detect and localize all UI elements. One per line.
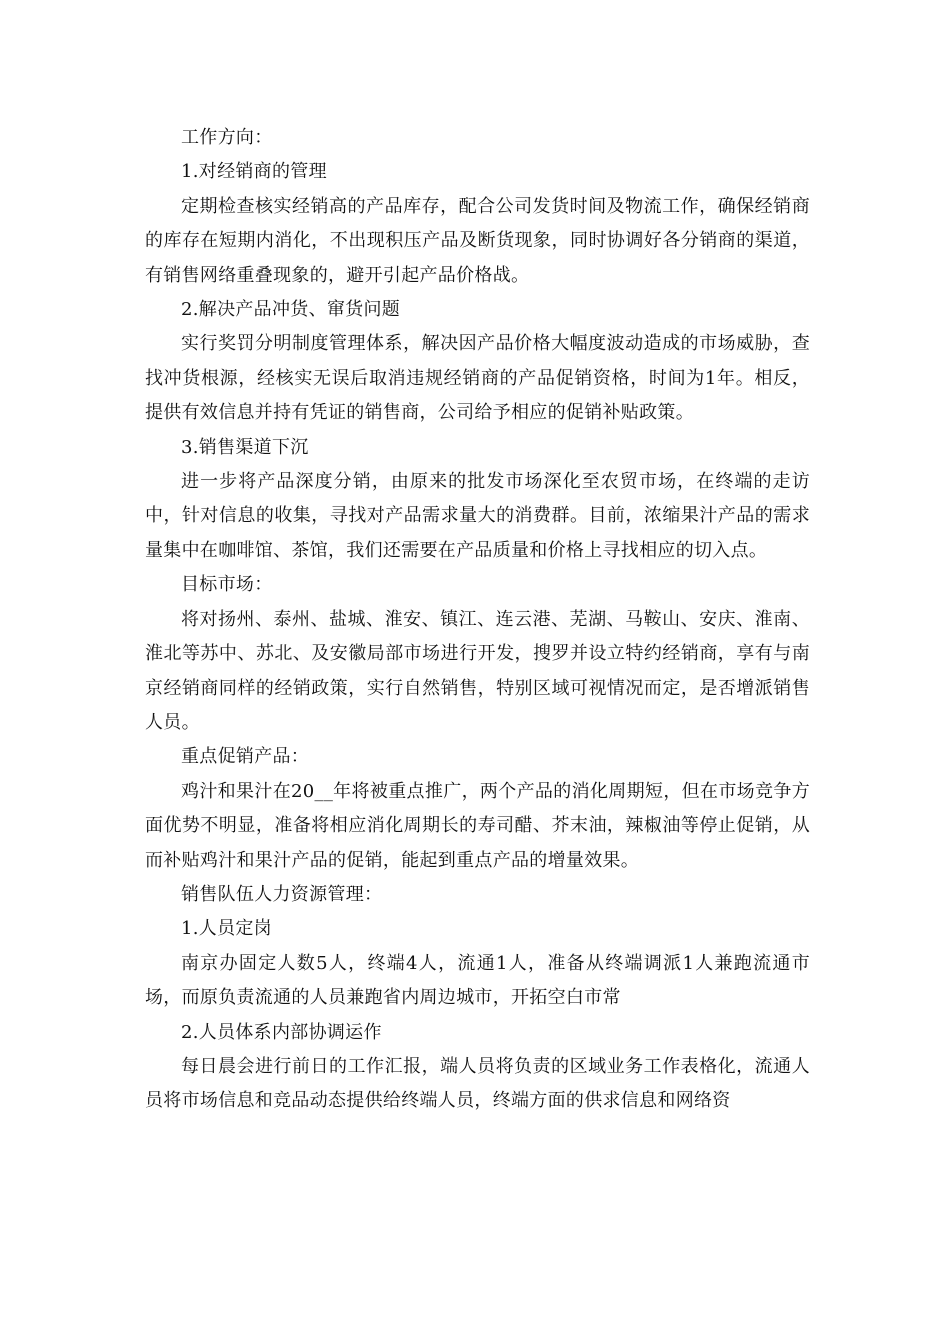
heading-work-direction: 工作方向： xyxy=(181,127,273,148)
paragraph-cross-selling: 实行奖罚分明制度管理体系，解决因产品价格大幅度波动造成的市场威胁，查找冲货根源，经核实无误后取消违规经销商的产品促销资格，时间为1年。相反，提供有效信息并持有凭证的销售商，公司给予相应的促销补贴政策。 xyxy=(145,333,810,424)
subheading-channel-sinking: 3.销售渠道下沉 xyxy=(181,436,309,458)
paragraph-target-market: 将对扬州、泰州、盐城、淮安、镇江、连云港、芜湖、马鞍山、安庆、淮南、淮北等苏中、苏北、及安徽局部市场进行开发，搜罗并设立特约经销商，享有与南京经销商同样的经销政策，实行自然销售，特别区域可视情况而定，是否增派销售人员。 xyxy=(145,608,810,733)
subheading-cross-selling: 2.解决产品冲货、窜货问题 xyxy=(181,299,401,321)
paragraph-dealer-management: 定期检查核实经销高的产品库存，配合公司发货时间及物流工作，确保经销商的库存在短期内消化，不出现积压产品及断货现象，同时协调好各分销商的渠道，有销售网络重叠现象的，避开引起产品价格战。 xyxy=(145,195,810,286)
subheading-dealer-management: 1.对经销商的管理 xyxy=(181,161,327,183)
subheading-staff-positions: 1.人员定岗 xyxy=(181,918,272,940)
paragraph-internal-coordination: 每日晨会进行前日的工作汇报，端人员将负责的区域业务工作表格化，流通人员将市场信息和竞品动态提供给终端人员，终端方面的供求信息和网络资 xyxy=(145,1055,810,1112)
document-body xyxy=(145,121,810,1119)
paragraph-key-products: 鸡汁和果汁在20__年将被重点推广，两个产品的消化周期短，但在市场竞争方面优势不明显，准备将相应消化周期长的寿司醋、芥末油，辣椒油等停止促销，从而补贴鸡汁和果汁产品的促销，能起到重点产品的增量效果。 xyxy=(145,780,810,871)
subheading-internal-coordination: 2.人员体系内部协调运作 xyxy=(181,1021,382,1043)
paragraph-channel-sinking: 进一步将产品深度分销，由原来的批发市场深化至农贸市场，在终端的走访中，针对信息的收集，寻找对产品需求量大的消费群。目前，浓缩果汁产品的需求量集中在咖啡馆、茶馆，我们还需要在产品质量和价格上寻找相应的切入点。 xyxy=(145,471,810,561)
paragraph-staff-positions: 南京办固定人数5人，终端4人，流通1人，准备从终端调派1人兼跑流通市场，而原负责流通的人员兼跑省内周边城市，开拓空白市常 xyxy=(145,952,810,1009)
heading-target-market: 目标市场： xyxy=(181,574,273,596)
heading-key-products: 重点促销产品： xyxy=(181,746,310,768)
heading-sales-team-hr: 销售队伍人力资源管理： xyxy=(181,883,383,905)
